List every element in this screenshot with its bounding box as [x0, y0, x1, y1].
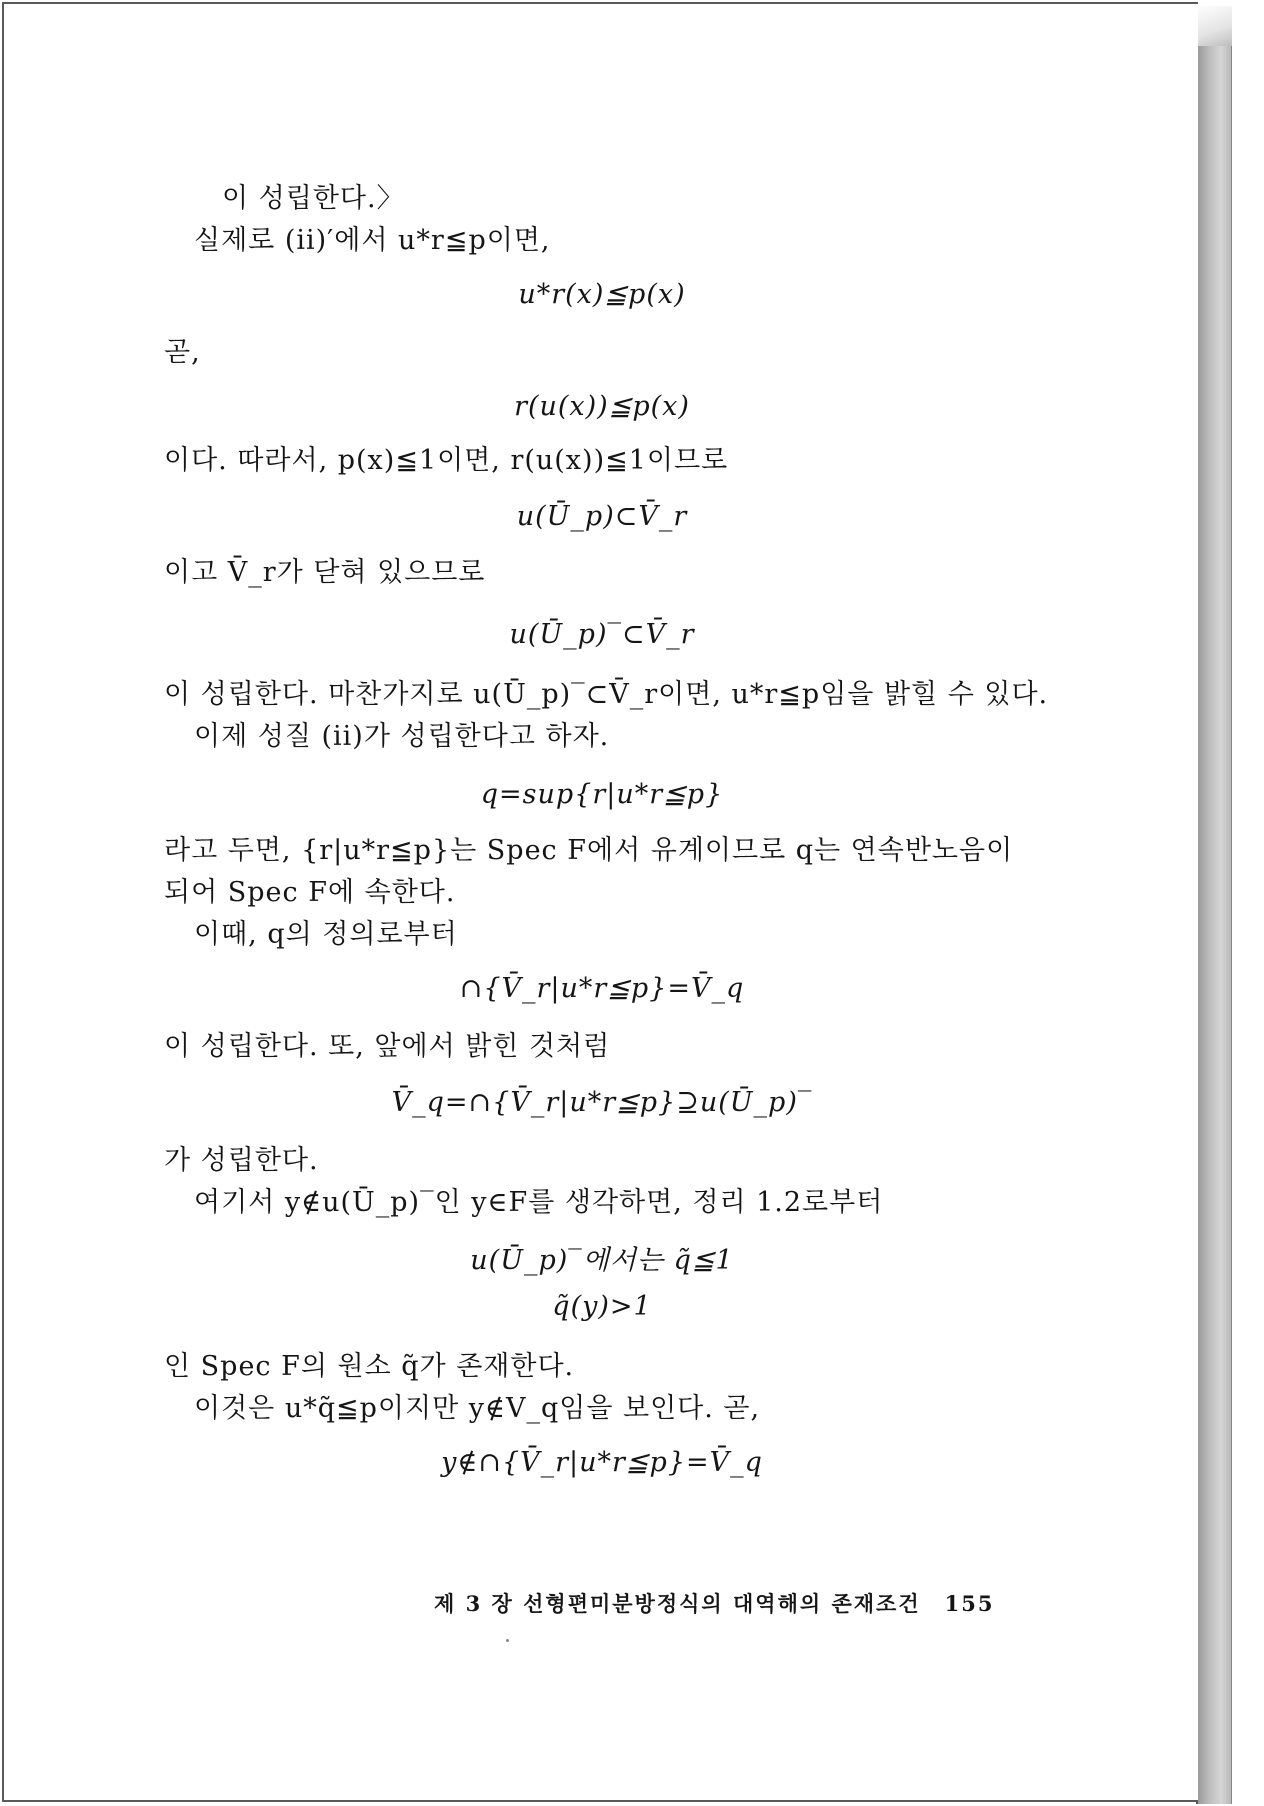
page-edge-shadow: [1196, 6, 1232, 1804]
equation-7: V̄_q=∩{V̄_r|u*r≦p}⊇u(Ū_p)‾: [391, 1087, 813, 1118]
text-line-11: 이 성립한다. 또, 앞에서 밝힌 것처럼: [164, 1031, 611, 1062]
text-line-8: 라고 두면, {r|u*r≦p}는 Spec F에서 유계이므로 q는 연속반노음이: [164, 835, 1014, 866]
equation-9: q̃(y)>1: [552, 1291, 652, 1322]
text-line-6: 이 성립한다. 마찬가지로 u(Ū_p)‾⊂V̄_r이면, u*r≦p임을 밝힐 수 있다.: [164, 679, 1049, 710]
text-line-10: 이때, q의 정의로부터: [194, 919, 458, 950]
text-line-12: 가 성립한다.: [164, 1145, 319, 1176]
text-line-4: 이다. 따라서, p(x)≦1이면, r(u(x))≦1이므로: [164, 445, 729, 476]
equation-6: ∩{V̄_r|u*r≦p}=V̄_q: [459, 973, 745, 1004]
text-line-5: 이고 V̄_r가 닫혀 있으므로: [164, 557, 486, 588]
page-edge-highlight: [1196, 6, 1232, 46]
equation-5: q=sup{r|u*r≦p}: [480, 779, 724, 810]
text-line-13: 여기서 y∉u(Ū_p)‾인 y∈F를 생각하면, 정리 1.2로부터: [194, 1187, 884, 1218]
speck: [506, 1639, 509, 1642]
equation-10: y∉∩{V̄_r|u*r≦p}=V̄_q: [441, 1447, 763, 1478]
text-line-9: 되어 Spec F에 속한다.: [164, 877, 456, 908]
text-line-3: 곧,: [164, 337, 201, 368]
chapter-title: 제 3 장 선형편미분방정식의 대역해의 존재조건: [434, 1591, 921, 1616]
equation-1: u*r(x)≦p(x): [518, 279, 686, 310]
equation-3: u(Ū_p)⊂V̄_r: [516, 501, 688, 532]
running-footer: [434, 1588, 994, 1618]
page-number: 155: [944, 1591, 995, 1616]
text-line-7: 이제 성질 (ii)가 성립한다고 하자.: [194, 721, 610, 752]
text-line-15: 이것은 u*q̃≦p이지만 y∉V_q임을 보인다. 곧,: [194, 1393, 761, 1424]
book-page: [2, 2, 1198, 1802]
equation-8: u(Ū_p)‾에서는 q̃≦1: [470, 1245, 734, 1276]
text-line-14: 인 Spec F의 원소 q̃가 존재한다.: [164, 1351, 575, 1382]
text-line-1: 이 성립한다.〉: [222, 183, 405, 214]
equation-2: r(u(x))≦p(x): [514, 391, 690, 422]
equation-4: u(Ū_p)‾⊂V̄_r: [509, 619, 695, 650]
text-line-2: 실제로 (ii)′에서 u*r≦p이면,: [194, 225, 551, 256]
